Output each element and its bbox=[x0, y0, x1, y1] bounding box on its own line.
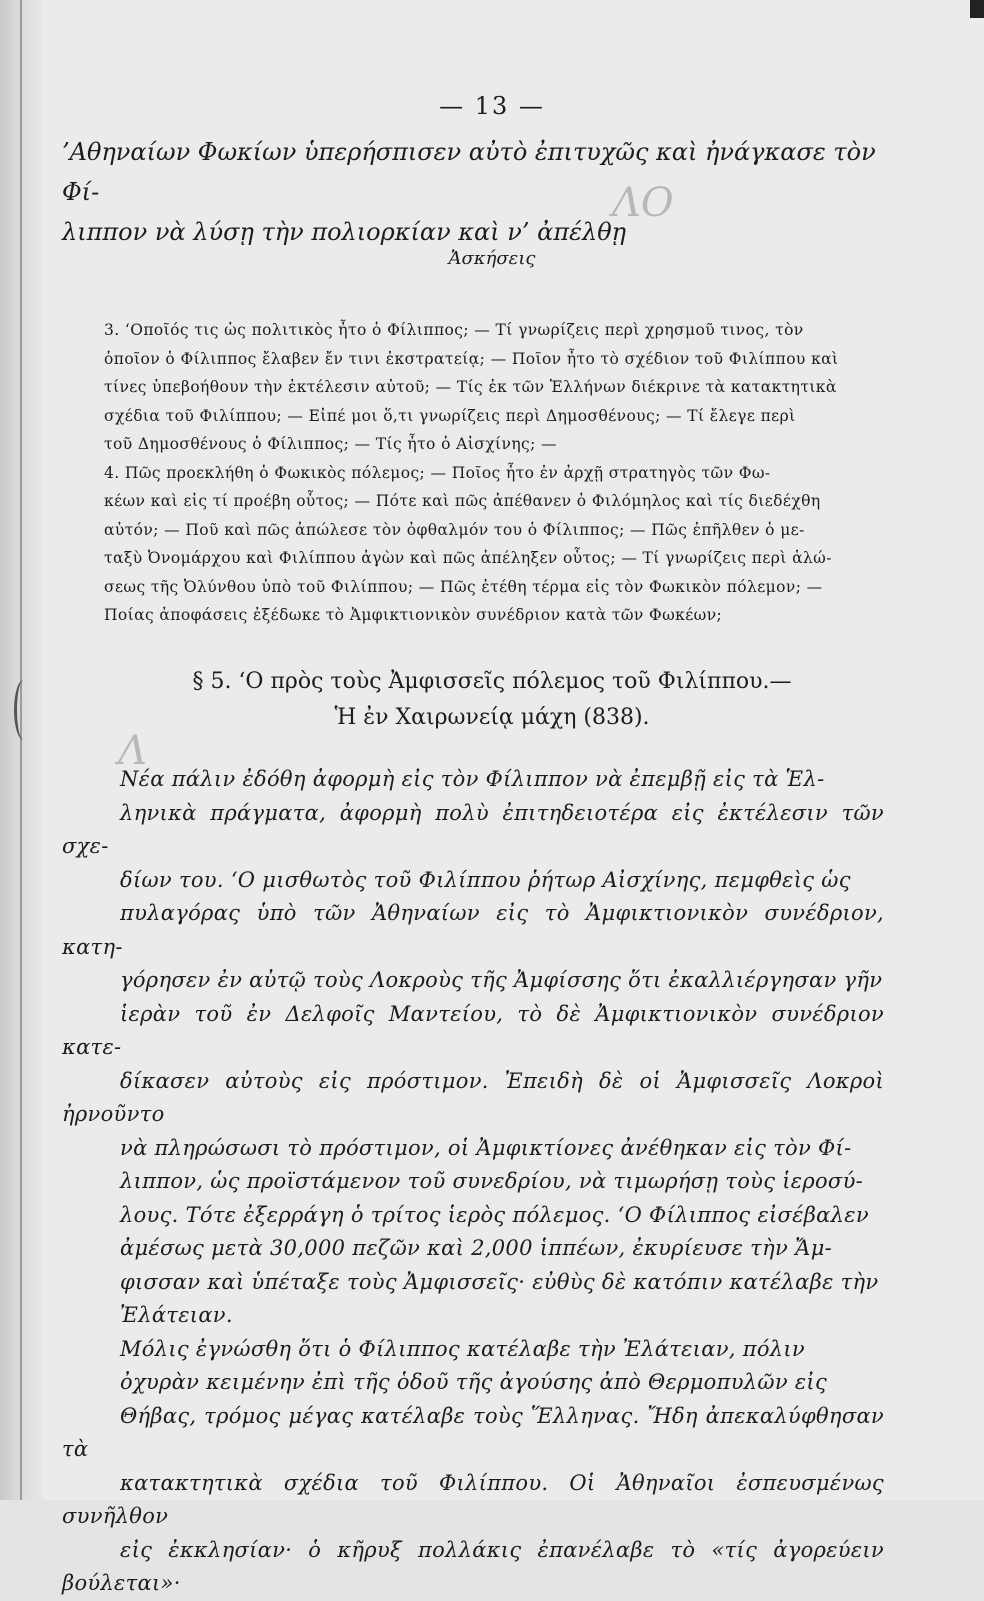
text-line: λους. Τότε ἐξερράγη ὁ τρίτος ἱερὸς πόλεμος. ‘Ο Φίλιππος εἰσέβαλεν bbox=[120, 1202, 869, 1227]
text-line: 4. Πῶς προεκλήθη ὁ Φωκικὸς πόλεμος; — Ποῖος ἦτο ἐν ἀρχῇ στρατηγὸς τῶν Φω- bbox=[104, 463, 771, 482]
page-number: — 13 — bbox=[439, 92, 545, 120]
page-corner-shadow bbox=[970, 0, 984, 18]
text-line: πυλαγόρας ὑπὸ τῶν Ἀθηναίων εἰς τὸ Ἀμφικτιονικὸν συνέδριον, κατη- bbox=[62, 901, 884, 959]
text-line: ὀχυρὰν κειμένην ἐπὶ τῆς ὁδοῦ τῆς ἀγούσης ἀπὸ Θερμοπυλῶν εἰς bbox=[120, 1370, 828, 1394]
main-text bbox=[62, 763, 884, 1601]
text-line: 3. ‘Οποῖός τις ὡς πολιτικὸς ἦτο ὁ Φίλιππος; — Τί γνωρίζεις περὶ χρησμοῦ τινος, τὸν bbox=[104, 321, 804, 339]
text-line: ταξὺ Ὀνομάρχου καὶ Φιλίππου ἀγὼν καὶ πῶς ἀπέληξεν οὗτος; — Τί γνωρίζεις περὶ ἁλώ- bbox=[104, 549, 832, 567]
text-line: τοῦ Δημοσθένους ὁ Φίλιππος; — Τίς ἦτο ὁ Αἰσχίνης; — bbox=[104, 435, 557, 453]
text-line: δίκασεν αὐτοὺς εἰς πρόστιμον. Ἐπειδὴ δὲ οἱ Ἀμφισσεῖς Λοκροὶ ἠρνοῦντο bbox=[62, 1068, 884, 1126]
text-line: γόρησεν ἐν αὐτῷ τοὺς Λοκροὺς τῆς Ἀμφίσσης ὅτι ἐκαλλιέργησαν γῆν bbox=[120, 968, 883, 992]
pencil-margin-mark: ΛΟ bbox=[612, 180, 674, 226]
exercise-4 bbox=[62, 459, 884, 630]
text-line: Μόλις ἐγνώσθη ὅτι ὁ Φίλιππος κατέλαβε τὴν Ἐλάτειαν, πόλιν bbox=[120, 1336, 805, 1361]
paragraph-1 bbox=[62, 763, 884, 1333]
pencil-margin-mark: Λ bbox=[118, 728, 147, 774]
text-line: σεως τῆς Ὀλύνθου ὑπὸ τοῦ Φιλίππου; — Πῶς ἐτέθη τέρμα εἰς τὸν Φωκικὸν πόλεμον; — bbox=[104, 577, 823, 596]
text-line: Νέα πάλιν ἐδόθη ἀφορμὴ εἰς τὸν Φίλιππον νὰ ἐπεμβῇ εἰς τὰ Ἑλ- bbox=[120, 767, 825, 791]
text-line: εἰς ἐκκλησίαν· ὁ κῆρυξ πολλάκις ἐπανέλαβε τὸ «τίς ἀγορεύειν βούλεται»· bbox=[62, 1537, 884, 1595]
text-line: φισσαν καὶ ὑπέταξε τοὺς Ἀμφισσεῖς· εὐθὺς δὲ κατόπιν κατέλαβε τὴν bbox=[120, 1269, 879, 1294]
section-title bbox=[0, 664, 984, 736]
exercises-block bbox=[62, 316, 884, 630]
text-line: ἀμέσως μετὰ 30,000 πεζῶν καὶ 2,000 ἱππέων, ἐκυρίευσε τὴν Ἄμ- bbox=[120, 1236, 833, 1260]
text-line: σχέδια τοῦ Φιλίππου; — Εἰπέ μοι ὅ,τι γνωρίζεις περὶ Δημοσθένους; — Τί ἔλεγε περὶ bbox=[104, 406, 796, 425]
text-line: κατακτητικὰ σχέδια τοῦ Φιλίππου. Οἱ Ἀθηναῖοι ἐσπευσμένως συνῆλθον bbox=[62, 1470, 884, 1528]
text-line: ἱερὰν τοῦ ἐν Δελφοῖς Μαντείου, τὸ δὲ Ἀμφικτιονικὸν συνέδριον κατε- bbox=[62, 1001, 884, 1059]
text-line: δίων του. ‘Ο μισθωτὸς τοῦ Φιλίππου ῥήτωρ Αἰσχίνης, πεμφθεὶς ὡς bbox=[120, 867, 851, 892]
text-line: αὐτόν; — Ποῦ καὶ πῶς ἀπώλεσε τὸν ὀφθαλμόν του ὁ Φίλιππος; — Πῶς ἐπῆλθεν ὁ με- bbox=[104, 520, 805, 539]
opening-paragraph bbox=[62, 132, 882, 252]
text-line: τίνες ὑπεβοήθουν τὴν ἐκτέλεσιν αὐτοῦ; — Τίς ἐκ τῶν Ἑλλήνων διέκρινε τὰ κατακτητικὰ bbox=[104, 378, 837, 396]
text-line: λιππον, ὡς προϊστάμενον τοῦ συνεδρίου, νὰ τιμωρήσῃ τοὺς ἱεροσύ- bbox=[120, 1169, 864, 1193]
gutter-fold-line bbox=[20, 0, 22, 1500]
text-line: Ἐλάτειαν. bbox=[120, 1303, 233, 1327]
section-title-line: § 5. ‘Ο πρὸς τοὺς Ἀμφισσεῖς πόλεμος τοῦ Φιλίππου.— bbox=[192, 669, 792, 694]
exercise-3 bbox=[62, 316, 884, 459]
text-line: Θήβας, τρόμος μέγας κατέλαβε τοὺς Ἕλληνας. Ἤδη ἀπεκαλύφθησαν τὰ bbox=[62, 1403, 884, 1461]
exercises-heading: Ἀσκήσεις bbox=[448, 248, 536, 269]
text-line: ληνικὰ πράγματα, ἀφορμὴ πολὺ ἐπιτηδειοτέρα εἰς ἐκτέλεσιν τῶν σχε- bbox=[62, 800, 884, 858]
text-line: ’Αθηναίων Φωκίων ὑπερήσπισεν αὐτὸ ἐπιτυχῶς καὶ ἠνάγκασε τὸν Φί- bbox=[62, 138, 876, 206]
text-line: Ποίας ἀποφάσεις ἐξέδωκε τὸ Ἀμφικτιονικὸν συνέδριον κατὰ τῶν Φωκέων; bbox=[104, 606, 723, 624]
text-line: κέων καὶ εἰς τί προέβη οὗτος; — Πότε καὶ πῶς ἀπέθανεν ὁ Φιλόμηλος καὶ τίς διεδέχθη bbox=[104, 492, 821, 510]
text-line: λιππον νὰ λύσῃ τὴν πολιορκίαν καὶ ν’ ἀπέλθῃ bbox=[62, 218, 627, 246]
paragraph-2 bbox=[62, 1333, 884, 1601]
text-line: ὁποῖον ὁ Φίλιππος ἔλαβεν ἔν τινι ἐκστρατείᾳ; — Ποῖον ἦτο τὸ σχέδιον τοῦ Φιλίππου καὶ bbox=[104, 349, 839, 368]
section-title-line: Ἡ ἐν Χαιρωνείᾳ μάχη (838). bbox=[334, 705, 650, 730]
text-line: νὰ πληρώσωσι τὸ πρόστιμον, οἱ Ἀμφικτίονες ἀνέθηκαν εἰς τὸν Φί- bbox=[120, 1135, 852, 1160]
